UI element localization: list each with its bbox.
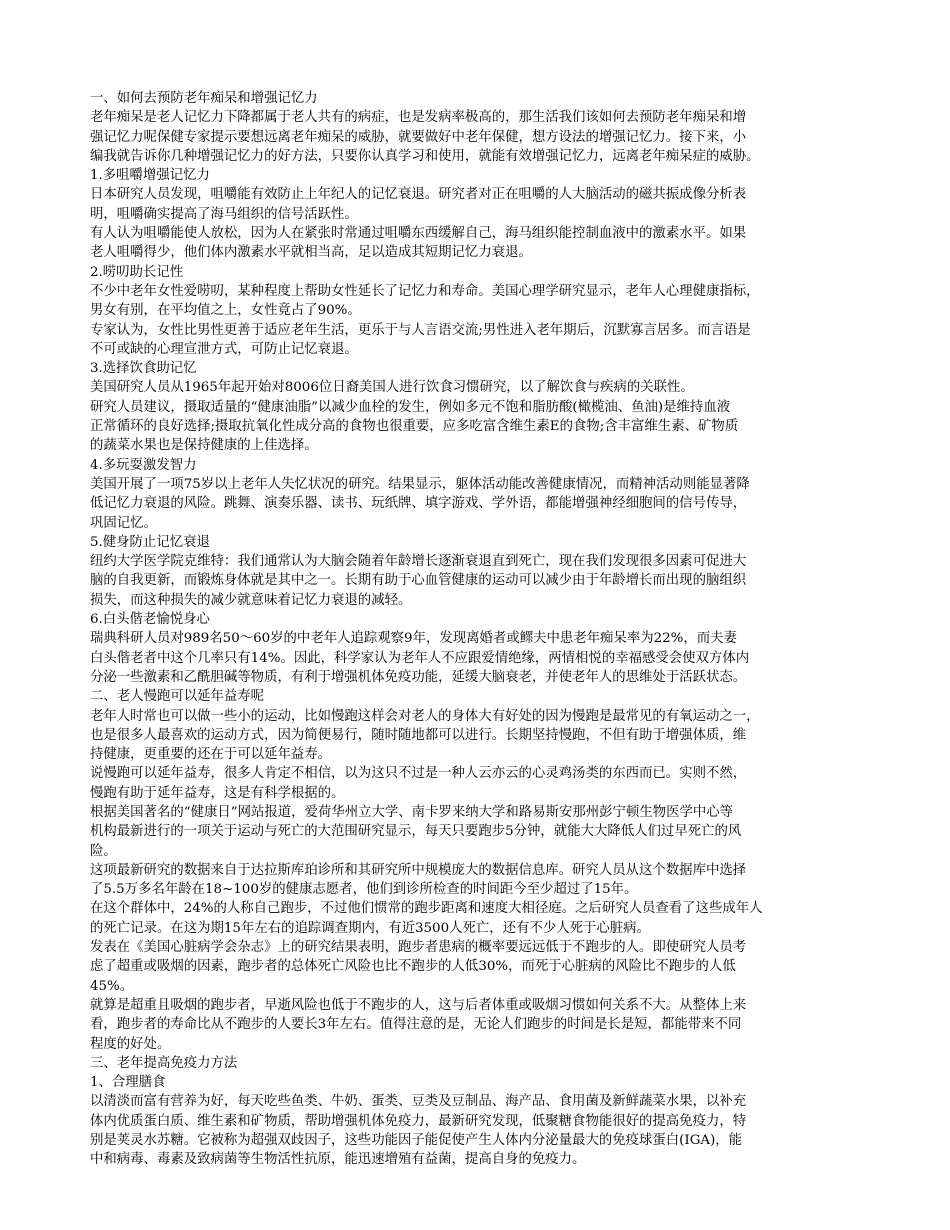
text-line: 老年人时常也可以做一些小的运动，比如慢跑这样会对老人的身体大有好处的因为慢跑是最常见的有氧运动之一， xyxy=(90,708,760,724)
text-line: 发表在《美国心脏病学会杂志》上的研究结果表明，跑步者患病的概率要远远低于不跑步的人。即使研究人员考 xyxy=(90,940,747,956)
text-line: 二、老人慢跑可以延年益寿呢 xyxy=(90,689,265,705)
text-line: 慢跑有助于延年益寿，这是有科学根据的。 xyxy=(90,785,345,801)
text-line: 老人咀嚼得少，他们体内激素水平就相当高，足以造成其短期记忆力衰退。 xyxy=(90,245,532,261)
text-line: 损失，而这种损失的减少就意味着记忆力衰退的减轻。 xyxy=(90,592,412,608)
text-line: 美国开展了一项75岁以上老年人失忆状况的研究。结果显示，躯体活动能改善健康情况，而精神活动则能显著降 xyxy=(90,476,750,492)
text-line: 编我就告诉你几种增强记忆力的好方法，只要你认真学习和使用，就能有效增强记忆力，远离老年痴呆症的威胁。 xyxy=(90,148,760,164)
text-line: 2.唠叨助长记性 xyxy=(90,264,184,280)
text-line: 的蔬菜水果也是保持健康的上佳选择。 xyxy=(90,438,318,454)
text-line: 日本研究人员发现，咀嚼能有效防止上年纪人的记忆衰退。研究者对正在咀嚼的人大脑活动的磁共振成像分析表 xyxy=(90,187,747,203)
text-line: 虑了超重或吸烟的因素，跑步者的总体死亡风险也比不跑步的人低30%，而死于心脏病的风险比不跑步的人低 xyxy=(90,959,736,975)
text-line: 三、老年提高免疫力方法 xyxy=(90,1055,238,1071)
text-line: 低记忆力衰退的风险。跳舞、演奏乐器、读书、玩纸牌、填字游戏、学外语，都能增强神经细胞间的信号传导， xyxy=(90,496,747,512)
text-line: 体内优质蛋白质、维生素和矿物质，帮助增强机体免疫力，最新研究发现，低聚糖食物能很好的提高免疫力，特 xyxy=(90,1113,747,1129)
document-page xyxy=(90,89,862,1170)
text-line: 这项最新研究的数据来自于达拉斯库珀诊所和其研究所中规模庞大的数据信息库。研究人员从这个数据库中选择 xyxy=(90,862,747,878)
text-line: 了5.5万多名年龄在18~100岁的健康志愿者，他们到诊所检查的时间距今至少超过了15年。 xyxy=(90,882,638,898)
text-line: 程度的好处。 xyxy=(90,1036,171,1052)
text-line: 不少中老年女性爱唠叨，某种程度上帮助女性延长了记忆力和寿命。美国心理学研究显示，老年人心理健康指标， xyxy=(90,283,760,299)
text-line: 明，咀嚼确实提高了海马组织的信号活跃性。 xyxy=(90,206,358,222)
text-line: 男女有别，在平均值之上，女性竟占了90%。 xyxy=(90,303,361,319)
text-line: 4.多玩耍激发智力 xyxy=(90,457,197,473)
text-line: 脑的自我更新，而锻炼身体就是其中之一。长期有助于心血管健康的运动可以减少由于年龄增长而出现的脑组织 xyxy=(90,573,747,589)
text-line: 根据美国著名的“健康日”网站报道，爱荷华州立大学、南卡罗来纳大学和路易斯安那州彭宁顿生物医学中心等 xyxy=(90,804,734,820)
text-line: 美国研究人员从1965年起开始对8006位日裔美国人进行饮食习惯研究，以了解饮食与疾病的关联性。 xyxy=(90,380,694,396)
text-line: 白头偕老者中这个几率只有14%。因此，科学家认为老年人不应跟爱情绝缘，两情相悦的幸福感受会使双方体内 xyxy=(90,650,750,666)
text-line: 强记忆力呢保健专家提示要想远离老年痴呆的威胁，就要做好中老年保健，想方设法的增强记忆力。接下来，小 xyxy=(90,129,747,145)
text-line: 分泌一些激素和乙酰胆碱等物质，有利于增强机体免疫功能，延缓大脑衰老，并使老年人的思维处于活跃状态。 xyxy=(90,669,747,685)
text-line: 在这个群体中，24%的人称自己跑步，不过他们惯常的跑步距离和速度大相径庭。之后研究人员查看了这些成年人 xyxy=(90,901,763,917)
text-line: 1.多咀嚼增强记忆力 xyxy=(90,168,210,184)
text-line: 正常循环的良好选择;摄取抗氧化性成分高的食物也很重要，应多吃富含维生素E的食物;含丰富维生素、矿物质 xyxy=(90,419,739,435)
text-line: 1、合理膳食 xyxy=(90,1075,166,1091)
text-line: 看，跑步者的寿命比从不跑步的人要长3年左右。值得注意的是，无论人们跑步的时间是长是短，都能带来不同 xyxy=(90,1017,742,1033)
text-line: 3.选择饮食助记忆 xyxy=(90,361,197,377)
text-line: 也是很多人最喜欢的运动方式，因为简便易行，随时随地都可以进行。长期坚持慢跑，不但有助于增强体质，维 xyxy=(90,727,747,743)
text-line: 一、如何去预防老年痴呆和增强记忆力 xyxy=(90,91,318,106)
text-line: 有人认为咀嚼能使人放松，因为人在紧张时常通过咀嚼东西缓解自己，海马组织能控制血液中的激素水平。如果 xyxy=(90,226,747,242)
text-line: 6.白头偕老愉悦身心 xyxy=(90,612,210,628)
text-line: 别是荚灵水苏糖。它被称为超强双歧因子，这些功能因子能促使产生人体内分泌量最大的免疫球蛋白(IGA)，能 xyxy=(90,1133,743,1149)
text-line: 就算是超重且吸烟的跑步者，早逝风险也低于不跑步的人，这与后者体重或吸烟习惯如何关系不大。从整体上来 xyxy=(90,997,747,1013)
text-line: 持健康，更重要的还在于可以延年益寿。 xyxy=(90,747,332,763)
text-line: 5.健身防止记忆衰退 xyxy=(90,534,210,550)
text-line: 纽约大学医学院克维特：我们通常认为大脑会随着年龄增长逐渐衰退直到死亡，现在我们发现很多因素可促进大 xyxy=(90,554,747,570)
text-line: 以清淡而富有营养为好，每天吃些鱼类、牛奶、蛋类、豆类及豆制品、海产品、食用菌及新鲜蔬菜水果，以补充 xyxy=(90,1094,747,1110)
text-line: 机构最新进行的一项关于运动与死亡的大范围研究显示，每天只要跑步5分钟，就能大大降低人们过早死亡的风 xyxy=(90,824,742,840)
text-line: 说慢跑可以延年益寿，很多人肯定不相信，以为这只不过是一种人云亦云的心灵鸡汤类的东西而已。实则不然， xyxy=(90,766,747,782)
text-line: 中和病毒、毒素及致病菌等生物活性抗原，能迅速增殖有益菌，提高自身的免疫力。 xyxy=(90,1152,586,1168)
text-line: 不可或缺的心理宣泄方式，可防止记忆衰退。 xyxy=(90,341,358,357)
text-line: 45%。 xyxy=(90,978,134,994)
text-line: 研究人员建议，摄取适量的“健康油脂”以减少血栓的发生，例如多元不饱和脂肪酸(橄榄油、鱼油)是维持血液 xyxy=(90,399,731,415)
text-line: 巩固记忆。 xyxy=(90,515,157,531)
text-line: 专家认为，女性比男性更善于适应老年生活，更乐于与人言语交流;男性进入老年期后，沉默寡言居多。而言语是 xyxy=(90,322,751,338)
text-line: 瑞典科研人员对989名50～60岁的中老年人追踪观察9年，发现离婚者或鳏夫中患老年痴呆率为22%，而夫妻 xyxy=(90,631,737,647)
text-line: 险。 xyxy=(90,843,117,859)
text-line: 的死亡记录。在这为期15年左右的追踪调查期内，有近3500人死亡，还有不少人死于心脏病。 xyxy=(90,920,650,936)
text-line: 老年痴呆是老人记忆力下降都属于老人共有的病症，也是发病率极高的，那生活我们该如何去预防老年痴呆和增 xyxy=(90,110,747,126)
